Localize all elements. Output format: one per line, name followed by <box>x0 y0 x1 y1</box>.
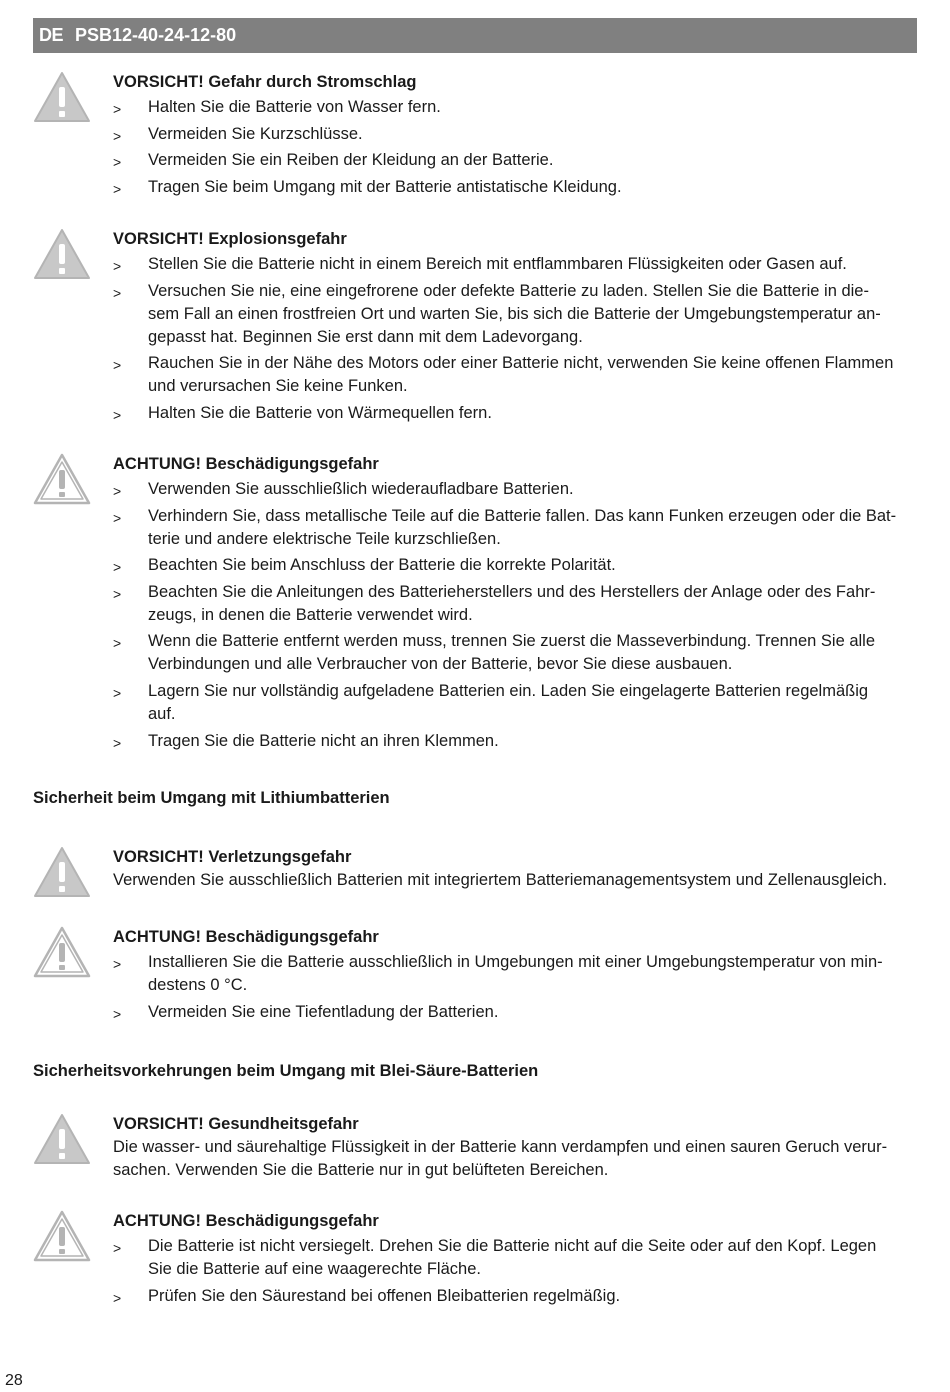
block-content <box>113 70 922 199</box>
list-item <box>113 680 922 726</box>
block-content <box>113 925 922 1024</box>
list-item-text: Wenn die Batterie entfernt werden muss, trennen Sie zuerst die Masseverbindung. Trennen Sie alle Verbindungen und alle Verbraucher von der Batterie, bevor Sie diese ausbauen. <box>148 632 876 674</box>
instruction-list <box>113 253 922 425</box>
list-item <box>113 478 922 501</box>
list-item <box>113 280 922 349</box>
list-item <box>113 505 922 551</box>
bullet-arrow-icon: > <box>113 1005 122 1022</box>
caution-block-damage-lead-acid <box>32 1209 922 1311</box>
page-header <box>33 18 917 53</box>
warning-triangle-filled-icon <box>32 845 92 899</box>
bullet-arrow-icon: > <box>113 154 122 171</box>
bullet-arrow-icon: > <box>113 585 122 602</box>
caution-block-damage-lithium <box>32 925 922 1027</box>
warning-block-injury <box>32 845 922 892</box>
block-content <box>113 1112 922 1182</box>
bullet-arrow-icon: > <box>113 509 122 526</box>
block-title: VORSICHT! Explosionsgefahr <box>113 230 347 248</box>
list-item-text: Stellen Sie die Batterie nicht in einem Bereich mit entflammbaren Flüssigkeiten oder Gasen auf. <box>148 255 847 273</box>
block-title: VORSICHT! Gesundheitsgefahr <box>113 1115 359 1133</box>
list-item-text: Verwenden Sie ausschließlich wiederaufladbare Batterien. <box>148 480 574 498</box>
list-item <box>113 402 922 425</box>
block-content <box>113 1209 922 1308</box>
list-item-text: Vermeiden Sie Kurzschlüsse. <box>148 124 363 143</box>
block-content <box>113 227 922 425</box>
list-item-text: Rauchen Sie in der Nähe des Motors oder einer Batterie nicht, verwenden Sie keine offenen Flammen und verursachen Sie keine Funken. <box>148 354 894 396</box>
list-item <box>113 581 922 627</box>
block-text: Die wasser- und säurehaltige Flüssigkeit in der Batterie kann verdampfen und einen sauren Geruch verur- sachen. Verwenden Sie die Batterie nur in gut belüfteten Bereichen. <box>113 1138 888 1179</box>
block-title: ACHTUNG! Beschädigungsgefahr <box>113 928 379 946</box>
list-item <box>113 253 922 276</box>
list-item-text: Halten Sie die Batterie von Wärmequellen fern. <box>148 403 492 422</box>
warning-block-explosion <box>32 227 922 428</box>
bullet-arrow-icon: > <box>113 101 122 117</box>
warning-triangle-filled-icon <box>32 227 92 281</box>
bullet-arrow-icon: > <box>113 635 122 652</box>
list-item-text: Prüfen Sie den Säurestand bei offenen Bleibatterien regelmäßig. <box>148 1286 621 1305</box>
warning-triangle-outline-icon <box>32 452 92 506</box>
block-content <box>113 845 922 892</box>
list-item-text: Vermeiden Sie ein Reiben der Kleidung an der Batterie. <box>148 151 554 170</box>
bullet-arrow-icon: > <box>113 1289 122 1306</box>
instruction-list <box>113 96 922 199</box>
warning-triangle-outline-icon <box>32 1209 92 1263</box>
list-item-text: Tragen Sie beim Umgang mit der Batterie antistatische Kleidung. <box>148 177 622 196</box>
list-item-text: Die Batterie ist nicht versiegelt. Drehen Sie die Batterie nicht auf die Seite oder auf den Kopf. Legen Sie die Batterie auf eine waagerechte Fläche. <box>148 1237 877 1278</box>
language-code: DE <box>39 25 64 45</box>
list-item-text: Beachten Sie die Anleitungen des Batterieherstellers und des Herstellers der Anlage oder des Fahr- zeugs, in denen die Batterie verwendet wird. <box>148 582 876 624</box>
bullet-arrow-icon: > <box>113 406 122 423</box>
list-item-text: Halten Sie die Batterie von Wasser fern. <box>148 98 441 116</box>
block-title: ACHTUNG! Beschädigungsgefahr <box>113 455 379 473</box>
list-item <box>113 1285 922 1308</box>
bullet-arrow-icon: > <box>113 559 122 576</box>
list-item-text: Lagern Sie nur vollständig aufgeladene Batterien ein. Laden Sie eingelagerte Batterien regelmäßig auf. <box>148 681 869 723</box>
block-content <box>113 452 922 753</box>
bullet-arrow-icon: > <box>113 258 122 274</box>
warning-triangle-filled-icon <box>32 70 92 124</box>
block-title: VORSICHT! Verletzungsgefahr <box>113 848 352 866</box>
list-item <box>113 1001 922 1024</box>
list-item <box>113 951 922 997</box>
section-heading-lead-acid: Sicherheitsvorkehrungen beim Umgang mit Blei-Säure-Batterien <box>33 1062 539 1080</box>
list-item <box>113 149 922 172</box>
bullet-arrow-icon: > <box>113 1240 122 1256</box>
instruction-list <box>113 478 922 753</box>
section-heading-lithium: Sicherheit beim Umgang mit Lithiumbatterien <box>33 789 390 807</box>
bullet-arrow-icon: > <box>113 180 122 197</box>
list-item-text: Verhindern Sie, dass metallische Teile auf die Batterie fallen. Das kann Funken erzeugen oder die Bat- terie und andere elektrische Teile kurzschließen. <box>148 506 897 548</box>
list-item-text: Vermeiden Sie eine Tiefentladung der Batterien. <box>148 1002 499 1021</box>
warning-triangle-outline-icon <box>32 925 92 979</box>
list-item-text: Tragen Sie die Batterie nicht an ihren Klemmen. <box>148 731 499 750</box>
list-item <box>113 352 922 398</box>
list-item-text: Beachten Sie beim Anschluss der Batterie die korrekte Polarität. <box>148 556 616 575</box>
instruction-list <box>113 951 922 1024</box>
list-item <box>113 630 922 676</box>
list-item <box>113 176 922 199</box>
list-item <box>113 730 922 753</box>
list-item <box>113 96 922 119</box>
block-title: ACHTUNG! Beschädigungsgefahr <box>113 1212 379 1230</box>
warning-block-electric-shock <box>32 70 922 202</box>
bullet-arrow-icon: > <box>113 127 122 144</box>
instruction-list <box>113 1235 922 1308</box>
bullet-arrow-icon: > <box>113 684 122 701</box>
warning-triangle-filled-icon <box>32 1112 92 1166</box>
warning-block-health <box>32 1112 922 1182</box>
bullet-arrow-icon: > <box>113 483 122 499</box>
list-item <box>113 1235 922 1281</box>
bullet-arrow-icon: > <box>113 284 122 301</box>
page-number: 28 <box>5 1372 23 1389</box>
block-title: VORSICHT! Gefahr durch Stromschlag <box>113 73 417 91</box>
list-item-text: Installieren Sie die Batterie ausschließlich in Umgebungen mit einer Umgebungstemperatur von min- destens 0 °C. <box>148 953 883 994</box>
bullet-arrow-icon: > <box>113 734 122 751</box>
list-item <box>113 554 922 577</box>
bullet-arrow-icon: > <box>113 357 122 374</box>
list-item <box>113 123 922 146</box>
list-item-text: Versuchen Sie nie, eine eingefrorene oder defekte Batterie zu laden. Stellen Sie die Batterie in die- sem Fall an einen frostfreien Ort und warten Sie, bis sich die Batterie der Umgebungstemperatur an- gepasst hat. Beginnen Sie erst dann mit dem Ladevorgang. <box>148 281 881 346</box>
caution-block-damage <box>32 452 922 756</box>
bullet-arrow-icon: > <box>113 956 122 972</box>
block-text: Verwenden Sie ausschließlich Batterien mit integriertem Batteriemanagementsystem und Zellenausgleich. <box>113 871 888 889</box>
product-model: PSB12-40-24-12-80 <box>75 25 237 45</box>
